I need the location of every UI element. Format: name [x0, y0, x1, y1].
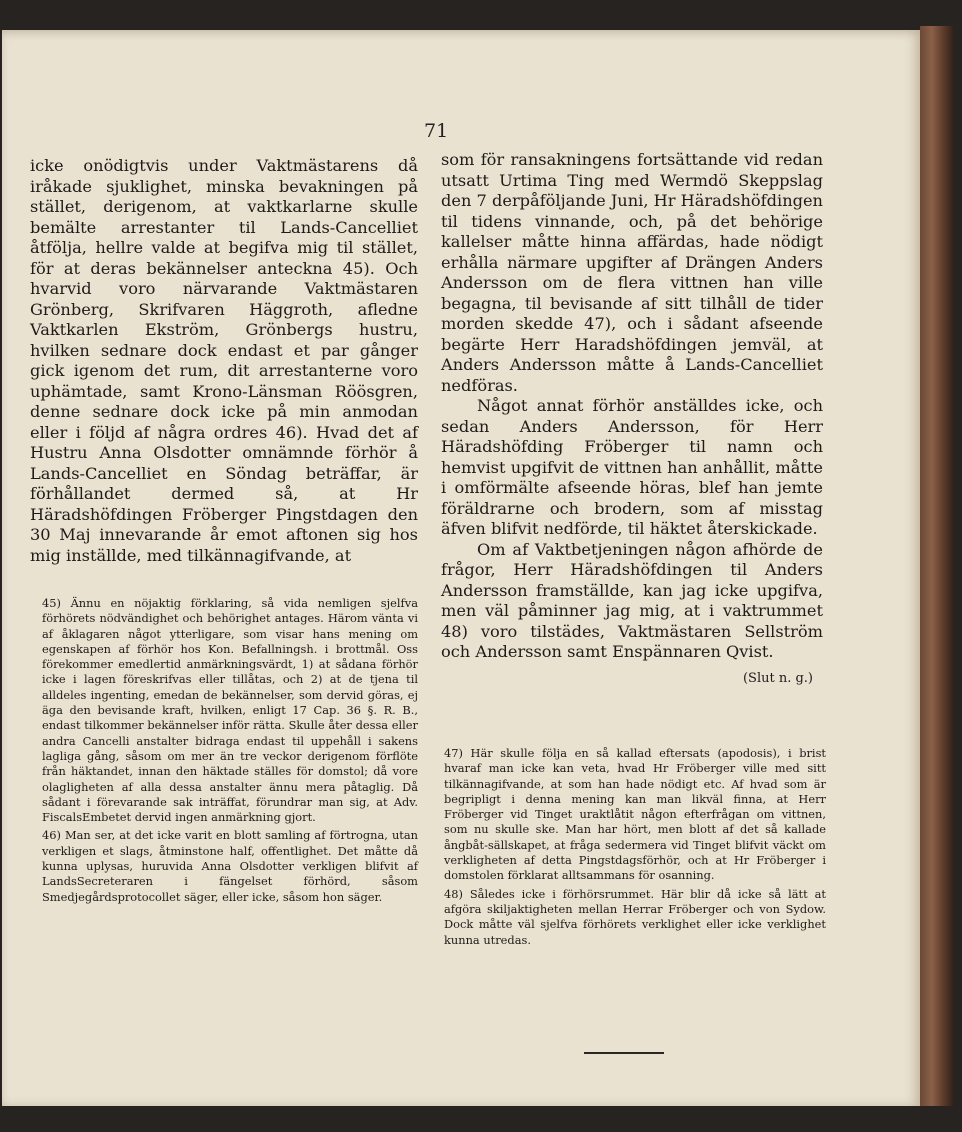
footnote-46: 46) Man ser, at det icke varit en blott samling af förtrogna, utan verkligen et slags, åtminstone half, offentlighet. Det måtte då kunna uplysas, huruvida Anna Olsdotter verkligen blifvit af LandsSecreteraren i fängelset förhörd, såsom Smedjegårdsprotocollet säger, eller icke, såsom hon säger.	[42, 828, 418, 904]
closing-note: (Slut n. g.)	[742, 670, 813, 686]
footnote-48: 48) Således icke i förhörsrummet. Här blir då icke så lätt at afgöra skiljaktigheten mellan Herrar Fröberger och von Sydow. Dock måtte väl sjelfva förhörets verklighet eller icke verklighet kunna utredas.	[444, 886, 826, 947]
left-footnotes	[42, 596, 418, 908]
footnote-45: 45) Ännu en nöjaktig förklaring, så vida nemligen sjelfva förhörets nödvändighet och behörighet antages. Härom vänta vi af åklagaren något ytterligare, som visar hans mening om egenskapen af förhör hos Kon. Befallningsh. i brottmål. Oss förekommer emedlertid anmärkningsvärdt, 1) at sådana förhör icke i lagen föreskrifvas eller tillåtas, och 2) at de tjena til alldeles ingenting, emedan de bekännelser, som dervid göras, ej äga den bevisande kraft, hvilken, enligt 17 Cap. 36 §. R. B., endast tilkommer bekännelser inför rätta. Skulle åter dessa eller andra Cancelli anstalter bidraga endast til uppehåll i sakens lagliga gång, såsom om mer än tre veckor derigenom förflöte från häktandet, innan den häktade ställes för domstol; då vore olagligheten af alla dessa anstalter ännu mera påtaglig. Då sådant i förevarande sak inträffat, förundrar man sig, at Adv. FiscalsEmbetet dervid ingen anmärkning gjort.	[42, 596, 418, 825]
right-paragraph-2: Något annat förhör anställdes icke, och sedan Anders Andersson, för Herr Häradshöfding Fröberger til namn och hemvist upgifvit de vittnen han anhållit, måtte i omförmälte afseende höras, blef han jemte föräldrarne och brodern, som af misstag äfven blifvit nedförde, til häktet återskickade.	[441, 396, 823, 538]
right-paragraph-1: som för ransakningens fortsättande vid redan utsatt Urtima Ting med Wermdö Skeppslag den 7 derpåföljande Juni, Hr Häradshöfdingen til tidens vinnande, och, på det behörige kallelser måtte hinna affärdas, hade nödigt erhålla närmare upgifter af Drängen Anders Andersson om de flera vittnen han ville begagna, til bevisande af sitt tilhåll de tider morden skedde 47), och i sådant afseende begärte Herr Haradshöfdingen jemväl, at Anders Andersson måtte å Lands-Cancelliet nedföras.	[441, 150, 823, 395]
left-column	[30, 156, 418, 566]
book-edge	[920, 26, 954, 1106]
right-column	[441, 150, 823, 689]
page-number: 71	[424, 120, 449, 142]
right-paragraph-3: Om af Vaktbetjeningen någon afhörde de frågor, Herr Häradshöfdingen til Anders Andersson framställde, kan jag icke upgifva, men väl påminner jag mig, at i vaktrummet 48) voro tilstädes, Vaktmästaren Sellström och Andersson samt Enspännaren Qvist.	[441, 539, 823, 661]
right-footnotes	[444, 746, 826, 951]
end-rule	[584, 1052, 664, 1054]
left-body-text: icke onödigtvis under Vaktmästarens då iråkade sjuklighet, minska bevakningen på stället, derigenom, at vaktkarlarne skulle bemälte arrestanter til Lands-Cancelliet åtfölja, hellre valde at begifva mig til stället, för at deras bekännelser anteckna 45). Och hvarvid voro närvarande Vaktmästaren Grönberg, Skrifvaren Häggroth, afledne Vaktkarlen Ekström, Grönbergs hustru, hvilken sednare dock endast et par gånger gick igenom det rum, dit arrestanterne voro uphämtade, samt Krono-Länsman Röösgren, denne sednare dock icke på min anmodan eller i följd af några ordres 46). Hvad det af Hustru Anna Olsdotter omnämnde förhör å Lands-Cancelliet en Söndag beträffar, är förhållandet dermed så, at Hr Häradshöfdingen Fröberger Pingstdagen den 30 Maj innevarande år emot aftonen sig hos mig inställde, med tilkännagifvande, at	[30, 156, 418, 565]
footnote-47: 47) Här skulle följa en så kallad eftersats (apodosis), i brist hvaraf man icke kan veta, hvad Hr Fröberger ville med sitt tilkännagifvande, at som han hade nödigt etc. Af hvad som är begripligt i denna mening kan man likväl finna, at Herr Fröberger vid Tinget uraktlåtit någon efterfrågan om vittnen, som nu skulle ske. Man har hört, men blott af det så kallade ångbåt-sällskapet, at fråga sedermera vid Tinget blifvit väckt om verkligheten af detta Pingstdagsförhör, och at Hr Fröberger i domstolen förklarat alltsammans för osanning.	[444, 746, 826, 883]
